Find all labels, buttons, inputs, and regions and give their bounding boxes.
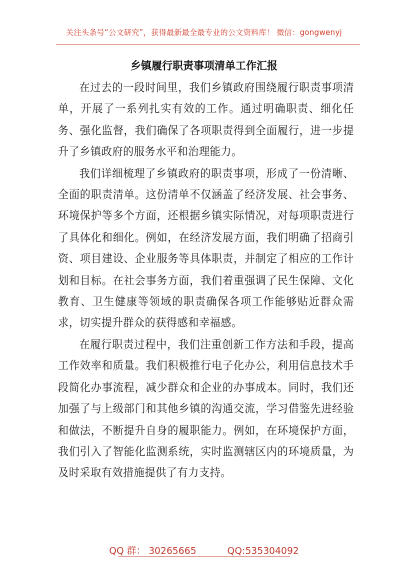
paragraph-1: 在过去的一段时间里，我们乡镇政府围绕履行职责事项清单，开展了一系列扎实有效的工作。通过明确职责、细化任务、强化监督，我们确保了各项职责得到全面履行，进一步提升了乡镇政府的服务水平和治理能力。 (58, 82, 354, 159)
paragraph-3: 在履行职责过程中，我们注重创新工作方法和手段，提高工作效率和质量。我们积极推行电子化办公，利用信息技术手段简化办事流程，减少群众和企业的办事成本。同时，我们还加强了与上级部门和其他乡镇的沟通交流，学习借鉴先进经验和做法，不断提升自身的履职能力。例如，在环境保护方面，我们引入了智能化监测系统，实时监测辖区内的环境质量，为及时采取有效措施提供了有力支持。 (58, 338, 354, 480)
paragraph-2: 我们详细梳理了乡镇政府的职责事项，形成了一份清晰、全面的职责清单。这份清单不仅涵盖了经济发展、社会事务、环境保护等多个方面，还根据乡镇实际情况，对每项职责进行了具体化和细化。例如，在经济发展方面，我们明确了招商引资、项目建设、企业服务等具体职责，并制定了相应的工作计划和目标。在社会事务方面，我们着重强调了民生保障、文化教育、卫生健康等领域的职责确保各项工作能够贴近群众需求，切实提升群众的获得感和幸福感。 (58, 167, 354, 330)
document-body (58, 78, 354, 485)
header-divider (56, 44, 360, 45)
footer (0, 543, 408, 557)
document-title: 乡镇履行职责事项清单工作汇报 (130, 60, 278, 72)
header-banner: 关注头条号“公文研究”，获得最新最全最专业的公文资料库！ 微信：gongwenyj (66, 28, 342, 37)
footer-qq-number: QQ:535304092 (227, 546, 299, 557)
footer-qq-group: QQ 群： 30265665 (109, 546, 197, 557)
footer-divider (118, 556, 290, 557)
